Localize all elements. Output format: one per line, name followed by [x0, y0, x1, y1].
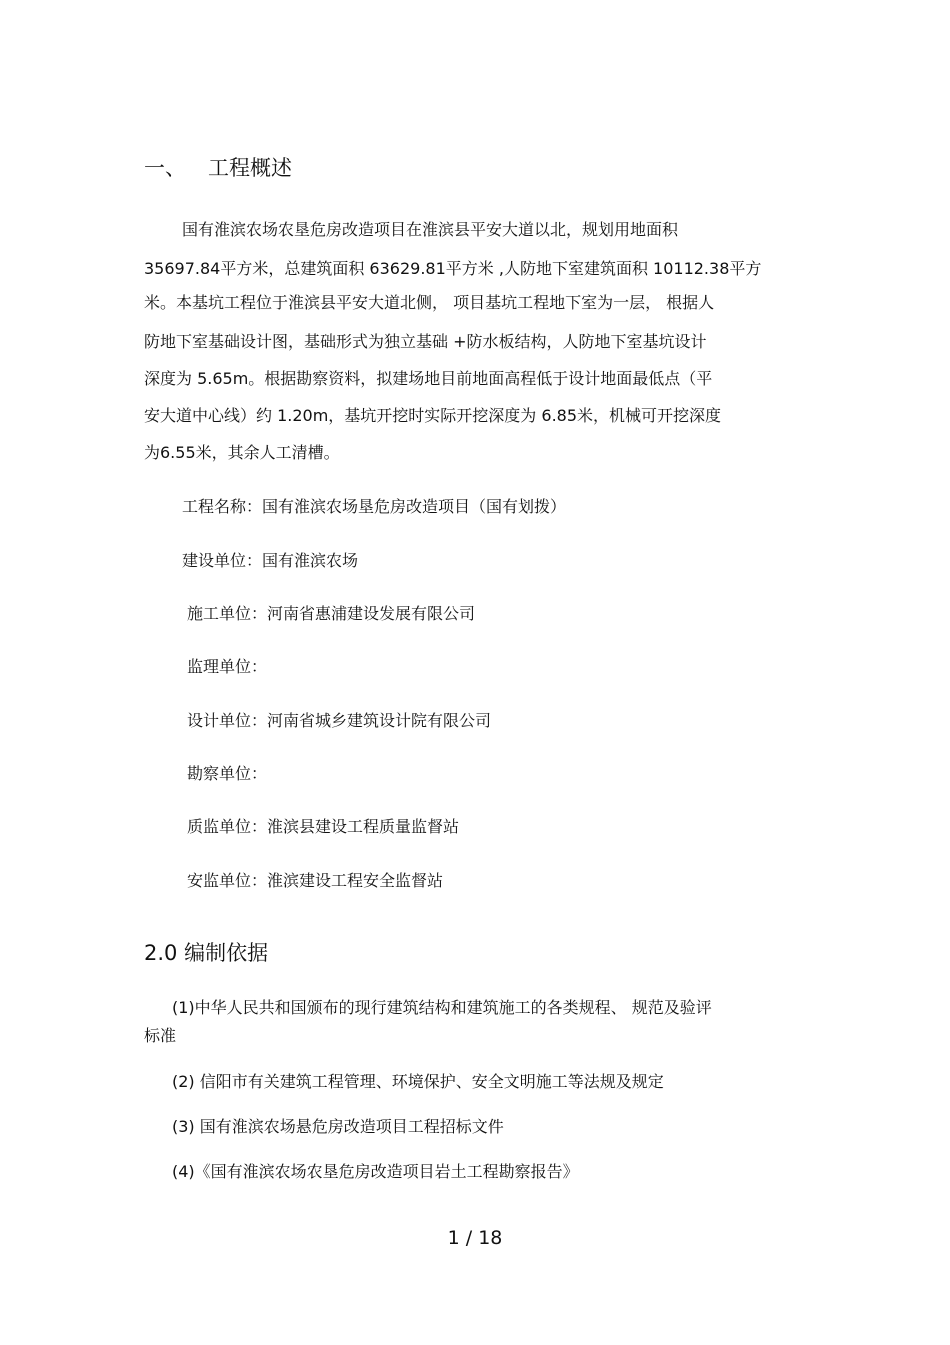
paragraph-line: 安大道中心线）约 1.20m，基坑开挖时实际开挖深度为 6.85米，机械可开挖深度: [144, 406, 722, 425]
reference-item: (1)中华人民共和国颁布的现行建筑结构和建筑施工的各类规程、 规范及验评: [172, 998, 712, 1017]
paragraph-line: 深度为 5.65m。根据勘察资料，拟建场地目前地面高程低于设计地面最低点（平: [144, 369, 713, 388]
info-designer: 设计单位：河南省城乡建筑设计院有限公司: [187, 711, 492, 730]
section1-number: 一、: [144, 156, 186, 180]
section1-title: 工程概述: [208, 156, 292, 180]
paragraph-line: 35697.84平方米，总建筑面积 63629.81平方米 ,人防地下室建筑面积 10112.38平方: [144, 259, 762, 278]
info-surveyor: 勘察单位：: [187, 764, 268, 783]
paragraph-line: 为6.55米，其余人工清槽。: [144, 443, 340, 462]
reference-item: (3) 国有淮滨农场悬危房改造项目工程招标文件: [172, 1117, 504, 1136]
reference-item: (2) 信阳市有关建筑工程管理、环境保护、安全文明施工等法规及规定: [172, 1072, 664, 1091]
reference-item: (4)《国有淮滨农场农垦危房改造项目岩土工程勘察报告》: [172, 1162, 579, 1181]
info-quality-supervision: 质监单位：淮滨县建设工程质量监督站: [187, 817, 460, 836]
paragraph-line: 米。本基坑工程位于淮滨县平安大道北侧， 项目基坑工程地下室为一层， 根据人: [144, 293, 715, 312]
reference-item-continued: 标准: [144, 1026, 177, 1045]
paragraph-line: 防地下室基础设计图，基础形式为独立基础 +防水板结构，人防地下室基坑设计: [144, 332, 707, 351]
paragraph-line: 国有淮滨农场农垦危房改造项目在淮滨县平安大道以北，规划用地面积: [182, 220, 679, 239]
page-number: 1 / 18: [447, 1227, 503, 1249]
info-safety-supervision: 安监单位：淮滨建设工程安全监督站: [187, 871, 444, 890]
info-builder: 建设单位：国有淮滨农场: [182, 551, 359, 570]
info-project-name: 工程名称：国有淮滨农场垦危房改造项目（国有划拨）: [182, 497, 567, 516]
section2-title: 2.0 编制依据: [144, 941, 269, 965]
info-supervisor: 监理单位：: [187, 657, 268, 676]
info-contractor: 施工单位：河南省惠浦建设发展有限公司: [187, 604, 476, 623]
